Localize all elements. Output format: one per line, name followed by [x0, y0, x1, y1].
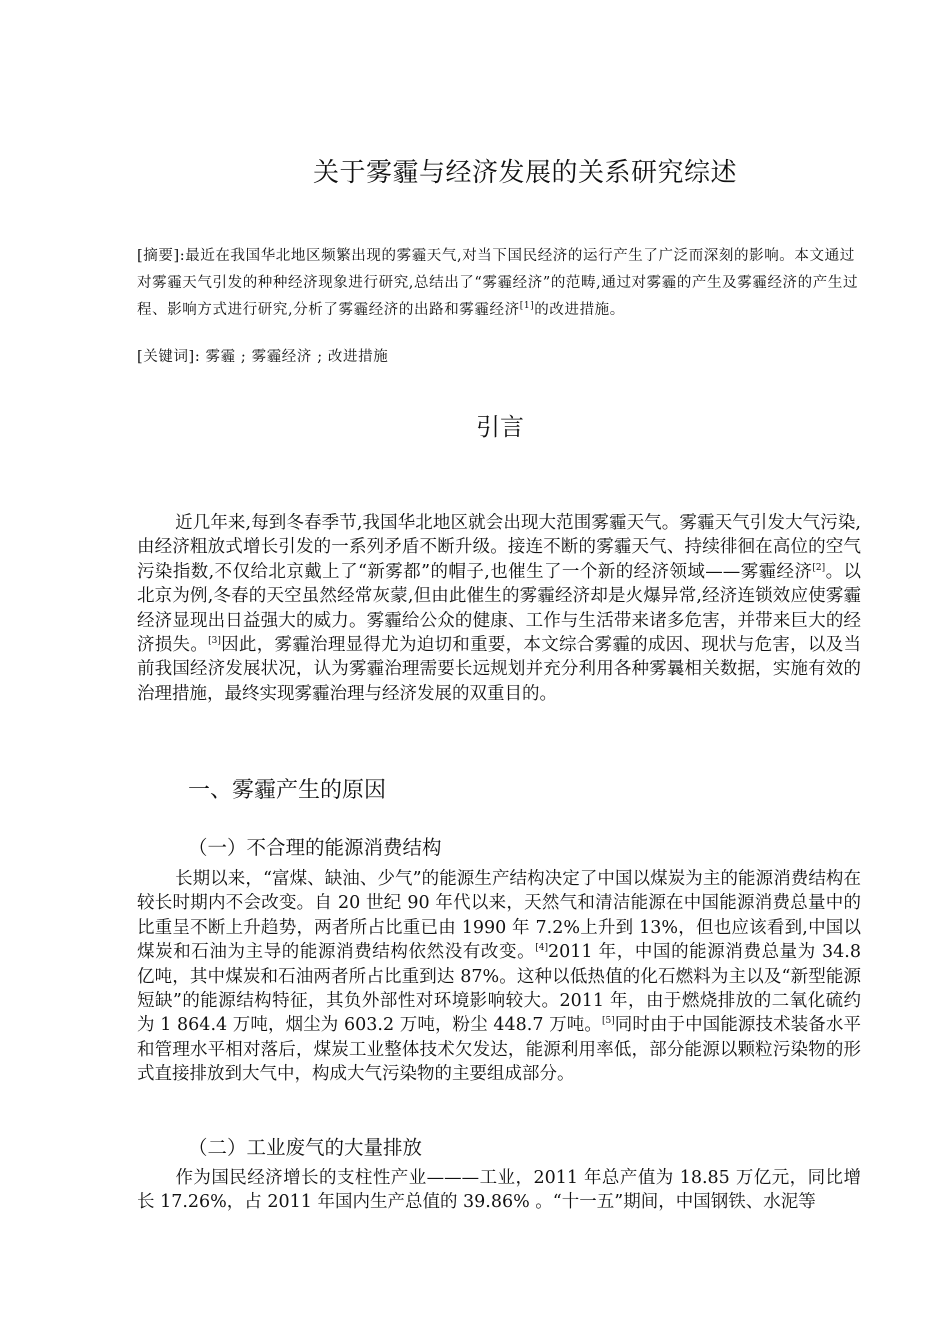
subsection-2-paragraph: [137, 1166, 861, 1215]
subsection-1-heading: （一）不合理的能源消费结构: [188, 836, 442, 859]
intro-text-3: 因此，雾霾治理显得尤为迫切和重要，本文综合雾霾的成因、现状与危害，以及当前我国经济发展状况，认为雾霾治理需要长远规划并充分利用各种雾曩相关数据，实施有效的治理措施，最终实现雾霾治理与经济发展的双重目的。: [137, 635, 861, 704]
sub1-text-3: 同时由于中国能源技术装备水平和管理水平相对落后，煤炭工业整体技术欠发达，能源利用率低，部分能源以颗粒污染物的形式直接排放到大气中，构成大气污染物的主要组成部分。: [137, 1015, 861, 1085]
abstract-end: 的改进措施。: [534, 302, 625, 318]
sub1-text-1: 长期以来，“富煤、缺油、少气”的能源生产结构决定了中国以煤炭为主的能源消费结构在较长时期内不会改变。自 20 世纪 90 年代以来，天然气和清洁能源在中国能源消费总量中的比重呈不断上升趋势，两者所占比重已由 1990 年 7.2%上升到 13%，但也应该看到,中国以煤炭和石油为主导的能源消费结构依然没有改变。: [137, 869, 861, 963]
intro-text-1: 近几年来,每到冬春季节,我国华北地区就会出现大范围雾霾天气。雾霾天气引发大气污染,由经济粗放式增长引发的一系列矛盾不断升级。接连不断的雾霾天气、持续徘徊在高位的空气污染指数,不仅给北京戴上了“新雾都”的帽子,也催生了一个新的经济领域——雾霾经济: [137, 513, 861, 582]
citation-2: [2]: [812, 562, 826, 573]
intro-text-2: 。以北京为例,冬春的天空虽然经常灰蒙,但由此催生的雾霾经济却是火爆异常,经济连锁效应使雾霾经济显现出日益强大的威力。雾霾给公众的健康、工作与生活带来诸多危害，并带来巨大的经济损失。: [137, 561, 861, 656]
intro-paragraph: [137, 511, 861, 706]
citation-4: [4]: [535, 943, 548, 954]
sub2-text-1: 作为国民经济增长的支柱性产业———工业，2011 年总产值为 18.85 万亿元，同比增长 17.26%，占 2011 年国内生产总值的 39.86% 。“十一五”期间，中国钢铁、水泥等: [137, 1168, 861, 1213]
document-title: 关于雾霾与经济发展的关系研究综述: [312, 158, 737, 188]
subsection-1-paragraph: [137, 867, 861, 1087]
citation-1: [1]: [519, 301, 535, 312]
sub1-text-2: 2011 年，中国的能源消费总量为 34.8 亿吨，其中煤炭和石油两者所占比重到达 87%。这种以低热值的化石燃料为主以及“新型能源短缺”的能源结构特征，其负外部性对环境影响较大。2011 年，由于燃烧排放的二氧化硫约为 1 864.4 万吨，烟尘为 603.2 万吨，粉尘 448.7 万吨。: [137, 942, 861, 1036]
abstract: [137, 243, 867, 324]
intro-heading: 引言: [476, 413, 524, 441]
keywords: [关键词]: 雾霾 ; 雾霾经济 ; 改进措施: [137, 349, 389, 365]
abstract-text: [摘要]:最近在我国华北地区频繁出现的雾霾天气,对当下国民经济的运行产生了广泛而深刻的影响。本文通过对雾霾天气引发的种种经济现象进行研究,总结出了“雾霾经济”的范畴,通过对雾霾的产生及雾霾经济的产生过程、影响方式进行研究,分析了雾霾经济的出路和雾霾经济: [137, 248, 859, 318]
citation-3: [3]: [208, 636, 221, 647]
section-1-heading: 一、雾霾产生的原因: [188, 778, 387, 803]
citation-5: [5]: [601, 1016, 615, 1027]
subsection-2-heading: （二）工业废气的大量排放: [188, 1136, 423, 1159]
